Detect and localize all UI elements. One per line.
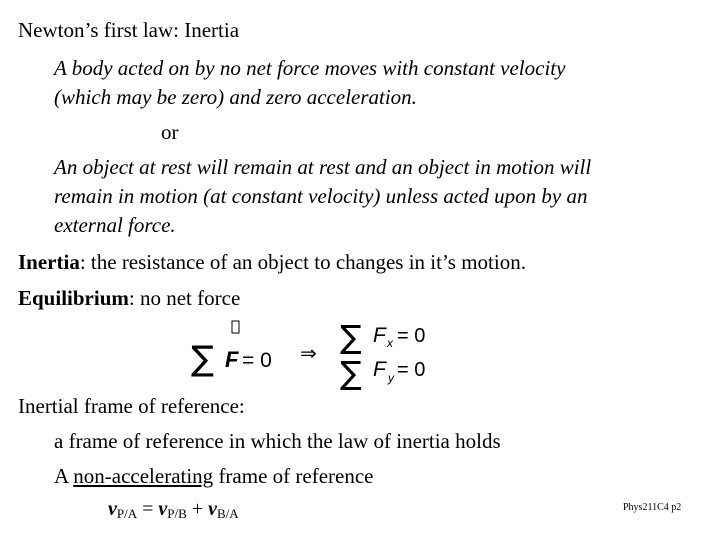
sum-symbol-y: ∑ bbox=[340, 354, 362, 390]
subscript-p-a: P/A bbox=[116, 506, 138, 521]
equilibrium-term: Equilibrium bbox=[18, 286, 129, 310]
net-force-vector: F bbox=[225, 347, 239, 372]
sum-symbol: ∑ bbox=[191, 339, 214, 379]
velocity-p-a: v bbox=[108, 498, 117, 520]
inertial-frame-line-1: a frame of reference in which the law of inertia holds bbox=[54, 429, 501, 453]
sum-symbol-x: ∑ bbox=[340, 318, 362, 356]
inertial-frame-line-2-prefix: A bbox=[54, 464, 74, 488]
equilibrium-definition bbox=[18, 284, 240, 313]
equals-zero-x: = 0 bbox=[397, 325, 426, 347]
inertial-frame-line-2 bbox=[54, 462, 373, 491]
slide-footer: Phys211C4 p2 bbox=[623, 502, 682, 513]
inertial-frame-line-2-suffix: frame of reference bbox=[213, 464, 374, 488]
velocity-p-b: v bbox=[158, 498, 168, 520]
inertia-definition-text: : the resistance of an object to changes in it’s motion. bbox=[79, 250, 526, 274]
first-law-alt-statement-line-1: An object at rest will remain at rest and an object in motion will bbox=[54, 155, 592, 179]
force-y: F bbox=[373, 358, 386, 381]
velocity-b-a: v bbox=[208, 498, 217, 520]
first-law-alt-statement-line-3: external force. bbox=[54, 213, 176, 237]
first-law-alt-statement-line-2: remain in motion (at constant velocity) unless acted upon by an bbox=[54, 184, 588, 208]
inertia-definition bbox=[18, 248, 526, 277]
inertia-term: Inertia bbox=[18, 250, 80, 274]
relative-velocity-equation bbox=[108, 498, 239, 522]
first-law-statement-line-2: (which may be zero) and zero acceleration. bbox=[54, 85, 417, 109]
non-accelerating-term: non-accelerating bbox=[73, 464, 214, 488]
plus-sign: + bbox=[186, 498, 209, 520]
equilibrium-definition-text: : no net force bbox=[128, 286, 241, 310]
slide-title: Newton’s first law: Inertia bbox=[18, 18, 240, 42]
inertial-frame-heading: Inertial frame of reference: bbox=[18, 394, 245, 418]
implies-arrow-icon: ⇒ bbox=[300, 341, 317, 365]
subscript-b-a: B/A bbox=[216, 506, 239, 521]
equilibrium-equation bbox=[185, 312, 445, 390]
x-subscript: x bbox=[387, 336, 393, 350]
subscript-p-b: P/B bbox=[167, 506, 187, 521]
equals-sign: = bbox=[137, 498, 159, 520]
y-subscript: y bbox=[388, 371, 394, 385]
vector-arrow-placeholder-icon bbox=[232, 321, 239, 333]
first-law-statement-line-1: A body acted on by no net force moves with constant velocity bbox=[54, 56, 566, 80]
force-x: F bbox=[373, 324, 386, 347]
equals-zero-y: = 0 bbox=[397, 359, 426, 381]
equals-zero: = 0 bbox=[242, 349, 272, 372]
or-connector: or bbox=[161, 120, 179, 144]
